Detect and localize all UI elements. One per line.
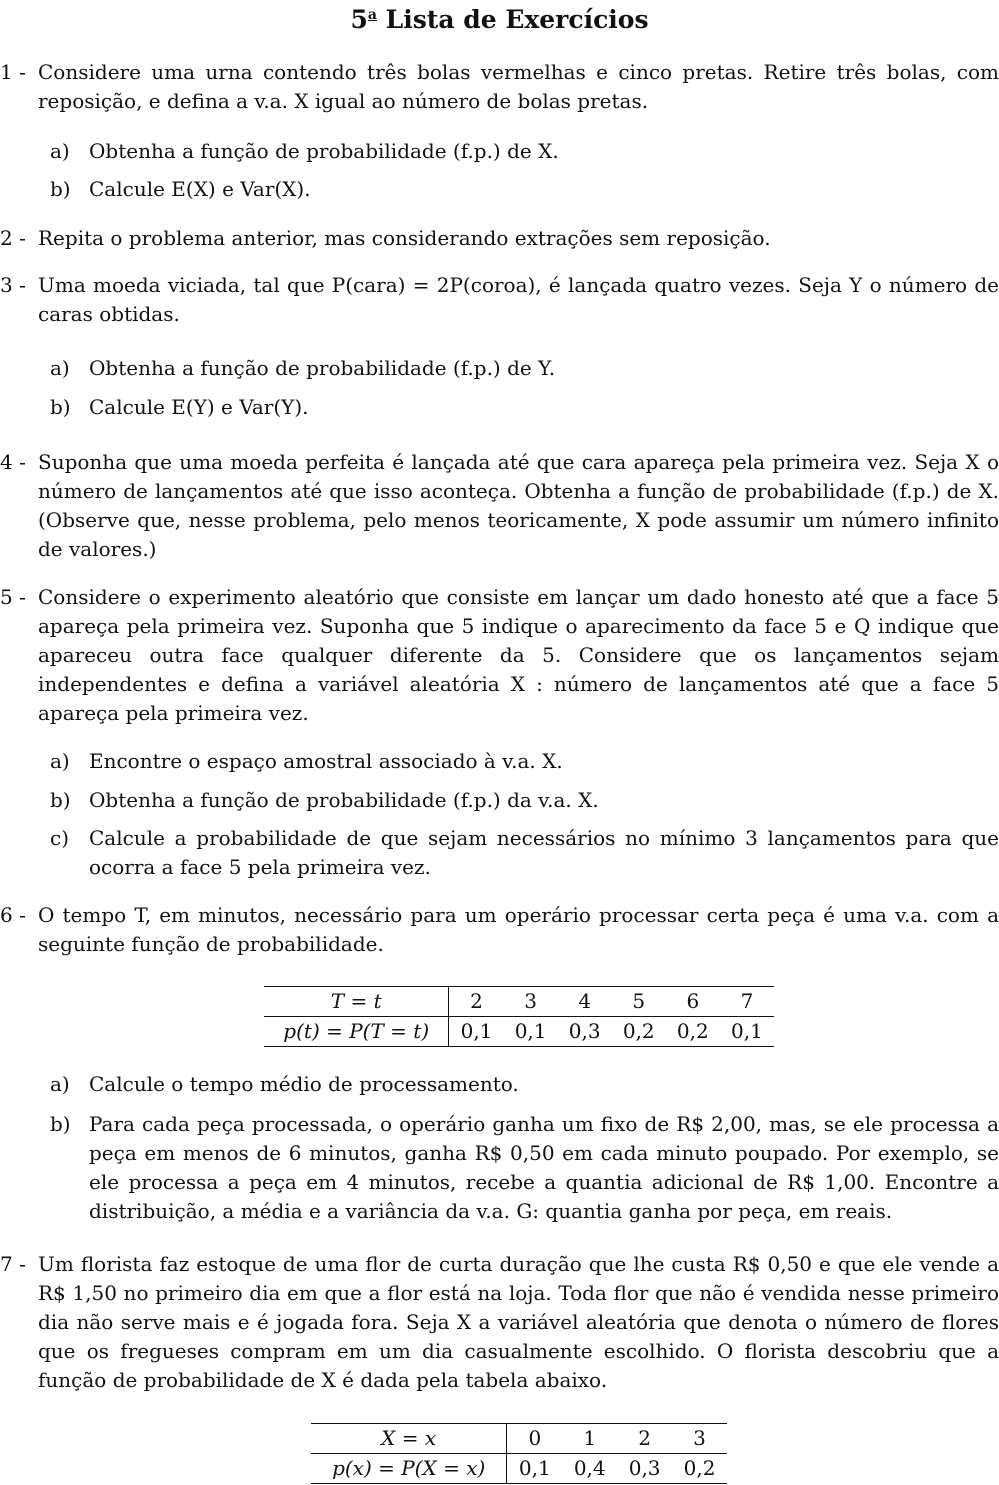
table-cell: 0,1 <box>514 1019 547 1043</box>
table-cell: 3 <box>672 1424 727 1454</box>
item-label: a) <box>50 356 70 380</box>
table-cell: 0,1 <box>731 1019 763 1043</box>
probability-table-X <box>311 1423 727 1484</box>
problem-1 <box>0 58 999 116</box>
problem-6 <box>0 901 999 959</box>
item-text: Obtenha a função de probabilidade (f.p.) da v.a. X. <box>89 788 599 812</box>
problem-6-item-a <box>0 1070 999 1099</box>
problem-text: Considere o experimento aleatório que consiste em lançar um dado honesto até que a face 5 apareça pela primeira vez. Suponha que 5 indique o aparecimento da face 5 e Q indique que apareceu outra face qualquer diferente da 5. Considere que os lançamentos sejam independentes e defina a variável aleatória X : número de lançamentos até que a face 5 apareça pela primeira vez. <box>38 585 999 725</box>
problem-4 <box>0 448 999 564</box>
item-text: Calcule a probabilidade de que sejam necessários no mínimo 3 lançamentos para que ocorra a face 5 pela primeira vez. <box>89 826 999 879</box>
problem-number: 7 - <box>0 1252 26 1276</box>
row-header: p(x) = P(X = x) <box>311 1454 507 1484</box>
problem-3 <box>0 271 999 329</box>
problem-text: Repita o problema anterior, mas considerando extrações sem reposição. <box>38 226 771 250</box>
problem-number: 4 - <box>0 450 26 474</box>
table-cell: 0,1 <box>518 1456 551 1480</box>
table-row <box>264 987 774 1017</box>
problem-number: 5 - <box>0 585 26 609</box>
row-header: T = t <box>264 987 449 1017</box>
problem-3-item-b <box>0 393 999 422</box>
table-cell: 2 <box>449 987 504 1017</box>
table-row <box>311 1424 727 1454</box>
item-text: Calcule E(X) e Var(X). <box>89 177 311 201</box>
table-cell: 2 <box>617 1424 672 1454</box>
problem-text: Um florista faz estoque de uma flor de curta duração que lhe custa R$ 0,50 e que ele vende a R$ 1,50 no primeiro dia em que a flor está na loja. Toda flor que não é vendida nesse primeiro dia não serve mais e é jogada fora. Seja X a variável aleatória que denota o número de flores que os fregueses compram em um dia casualmente escolhido. O florista descobriu que a função de probabilidade de X é dada pela tabela abaixo. <box>38 1252 999 1392</box>
item-text: Obtenha a função de probabilidade (f.p.) de Y. <box>89 356 556 380</box>
title-text: Lista de Exercícios <box>376 5 649 34</box>
item-label: a) <box>50 749 70 773</box>
table-cell: 0,2 <box>683 1456 716 1480</box>
table-cell: 0,2 <box>676 1019 709 1043</box>
problem-number: 2 - <box>0 226 26 250</box>
item-text: Calcule E(Y) e Var(Y). <box>89 395 309 419</box>
table-cell: 0 <box>507 1424 562 1454</box>
title-ordinal: a <box>367 7 377 23</box>
item-label: a) <box>50 139 70 163</box>
table-cell: 3 <box>504 987 558 1017</box>
table-cell: 0,3 <box>628 1456 661 1480</box>
row-header: X = x <box>311 1424 507 1454</box>
problem-5-item-b <box>0 786 999 815</box>
item-text: Calcule o tempo médio de processamento. <box>89 1072 519 1096</box>
problem-text: Considere uma urna contendo três bolas vermelhas e cinco pretas. Retire três bolas, com reposição, e defina a v.a. X igual ao número de bolas pretas. <box>38 60 999 113</box>
item-label: c) <box>50 826 70 850</box>
table-cell: 7 <box>720 987 774 1017</box>
probability-table-T <box>264 986 774 1047</box>
item-label: a) <box>50 1072 70 1096</box>
problem-1-item-a <box>0 137 999 166</box>
row-header: p(t) = P(T = t) <box>264 1017 449 1047</box>
problem-number: 3 - <box>0 273 26 297</box>
item-label: b) <box>50 788 71 812</box>
item-text: Para cada peça processada, o operário ganha um fixo de R$ 2,00, mas, se ele processa a peça em menos de 6 minutos, ganha R$ 0,50 em cada minuto poupado. Por exemplo, se ele processa a peça em 4 minutos, recebe a quantia adicional de R$ 1,00. Encontre a distribuição, a média e a variância da v.a. G: quantia ganha por peça, em reais. <box>89 1112 999 1223</box>
problem-5-item-c <box>0 824 999 882</box>
problem-1-item-b <box>0 175 999 204</box>
table-cell: 0,1 <box>460 1019 493 1043</box>
problem-text: O tempo T, em minutos, necessário para um operário processar certa peça é uma v.a. com a seguinte função de probabilidade. <box>38 903 999 956</box>
item-label: b) <box>50 1112 71 1136</box>
table-cell: 0,4 <box>573 1456 606 1480</box>
table-cell: 6 <box>666 987 720 1017</box>
page-title <box>0 0 999 35</box>
problem-7 <box>0 1250 999 1395</box>
problem-6-item-b <box>0 1110 999 1226</box>
problem-5 <box>0 583 999 728</box>
problem-number: 6 - <box>0 903 26 927</box>
item-text: Obtenha a função de probabilidade (f.p.) de X. <box>89 139 559 163</box>
table-cell: 0,2 <box>622 1019 655 1043</box>
table-cell: 5 <box>612 987 666 1017</box>
table-cell: 1 <box>562 1424 617 1454</box>
problem-2 <box>0 224 999 253</box>
item-label: b) <box>50 177 71 201</box>
problem-3-item-a <box>0 354 999 383</box>
item-label: b) <box>50 395 71 419</box>
table-cell: 4 <box>558 987 612 1017</box>
problem-text: Suponha que uma moeda perfeita é lançada até que cara apareça pela primeira vez. Seja X o número de lançamentos até que isso aconteça. Obtenha a função de probabilidade (f.p.) de X. (Observe que, nesse problema, pelo menos teoricamente, X pode assumir um número infinito de valores.) <box>38 450 999 561</box>
table-row <box>311 1454 727 1484</box>
problem-number: 1 - <box>0 60 26 84</box>
item-text: Encontre o espaço amostral associado à v.a. X. <box>89 749 563 773</box>
problem-5-item-a <box>0 747 999 776</box>
table-cell: 0,3 <box>568 1019 601 1043</box>
problem-text: Uma moeda viciada, tal que P(cara) = 2P(coroa), é lançada quatro vezes. Seja Y o número de caras obtidas. <box>38 273 999 326</box>
title-number: 5 <box>350 5 368 34</box>
table-row <box>264 1017 774 1047</box>
